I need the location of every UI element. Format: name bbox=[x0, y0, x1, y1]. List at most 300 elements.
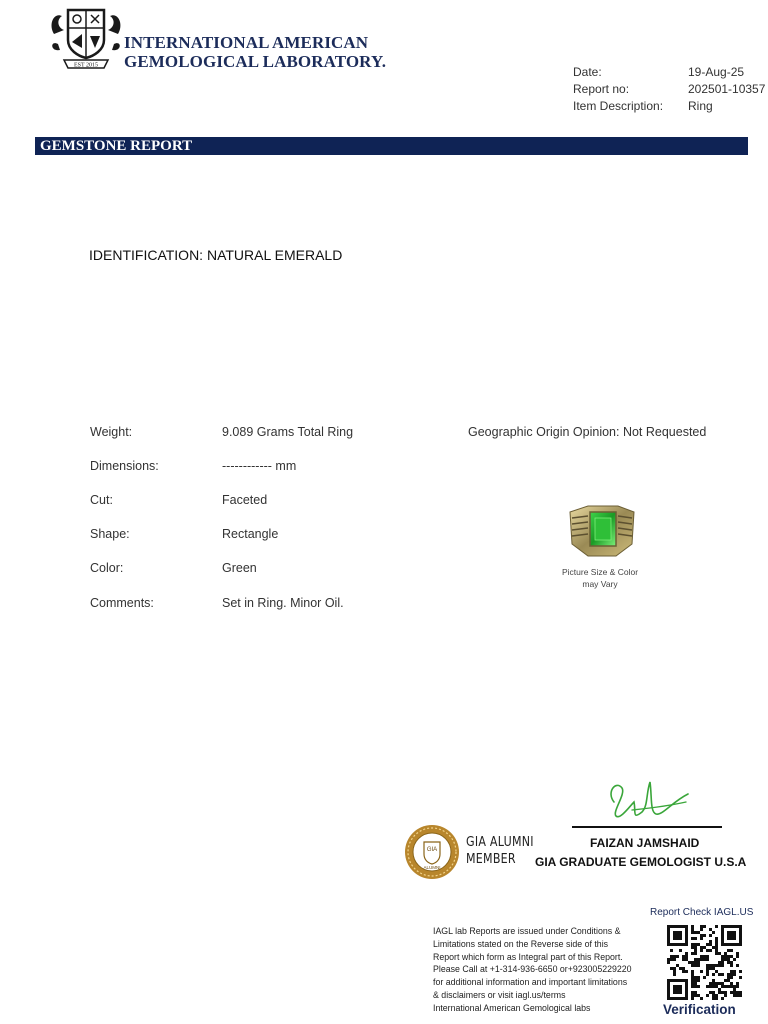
qr-module bbox=[721, 931, 724, 934]
qr-module bbox=[715, 946, 718, 949]
qr-module bbox=[706, 994, 709, 997]
identification: IDENTIFICATION: NATURAL EMERALD bbox=[89, 247, 343, 263]
qr-module bbox=[718, 988, 721, 991]
qr-module bbox=[700, 949, 703, 952]
qr-module bbox=[685, 937, 688, 940]
qr-module bbox=[676, 934, 679, 937]
qr-module bbox=[691, 979, 694, 982]
qr-module bbox=[676, 955, 679, 958]
qr-module bbox=[667, 928, 670, 931]
qr-module bbox=[721, 964, 724, 967]
qr-module bbox=[679, 967, 682, 970]
qr-module bbox=[709, 934, 712, 937]
qr-module bbox=[736, 994, 739, 997]
qr-module bbox=[691, 964, 694, 967]
qr-module bbox=[685, 940, 688, 943]
qr-module bbox=[688, 961, 691, 964]
qr-module bbox=[709, 964, 712, 967]
qr-module bbox=[739, 934, 742, 937]
qr-module bbox=[700, 928, 703, 931]
qr-module bbox=[706, 973, 709, 976]
qr-module bbox=[715, 994, 718, 997]
qr-module bbox=[712, 964, 715, 967]
comments-value: Set in Ring. Minor Oil. bbox=[222, 596, 344, 610]
qr-module bbox=[697, 979, 700, 982]
qr-module bbox=[667, 958, 670, 961]
color-label: Color: bbox=[90, 561, 124, 575]
qr-module bbox=[733, 991, 736, 994]
qr-module bbox=[724, 991, 727, 994]
qr-module bbox=[667, 940, 670, 943]
qr-module bbox=[736, 964, 739, 967]
qr-module bbox=[673, 955, 676, 958]
signer-title: GIA GRADUATE GEMOLOGIST U.S.A bbox=[535, 855, 747, 869]
qr-module bbox=[715, 940, 718, 943]
qr-module bbox=[694, 958, 697, 961]
dimensions-label: Dimensions: bbox=[90, 459, 159, 473]
qr-module bbox=[721, 982, 724, 985]
qr-module bbox=[685, 994, 688, 997]
qr-module bbox=[685, 931, 688, 934]
date-value: 19-Aug-25 bbox=[688, 65, 745, 79]
qr-module bbox=[700, 946, 703, 949]
qr-module bbox=[670, 979, 673, 982]
qr-module bbox=[682, 979, 685, 982]
qr-module bbox=[706, 955, 709, 958]
picture-caption-line-1: Picture Size & Color bbox=[561, 567, 639, 577]
qr-module bbox=[706, 958, 709, 961]
qr-module bbox=[694, 976, 697, 979]
qr-module bbox=[676, 931, 679, 934]
qr-module bbox=[739, 925, 742, 928]
disclaimer-line: Limitations stated on the Reverse side of this bbox=[433, 938, 609, 949]
qr-module bbox=[718, 952, 721, 955]
qr-module bbox=[667, 979, 670, 982]
qr-module bbox=[691, 976, 694, 979]
qr-module bbox=[673, 985, 676, 988]
qr-module bbox=[727, 976, 730, 979]
gia-alumni-seal-icon bbox=[404, 824, 460, 880]
qr-module bbox=[727, 937, 730, 940]
qr-module bbox=[667, 931, 670, 934]
picture-caption-line-2: may Vary bbox=[582, 579, 618, 589]
qr-module bbox=[667, 937, 670, 940]
qr-module bbox=[673, 988, 676, 991]
qr-module bbox=[715, 964, 718, 967]
report-number-label: Report no: bbox=[573, 82, 630, 96]
disclaimer-line: for additional information and important limitations bbox=[433, 977, 628, 988]
qr-module bbox=[727, 943, 730, 946]
qr-module bbox=[730, 964, 733, 967]
qr-module bbox=[700, 937, 703, 940]
qr-module bbox=[706, 970, 709, 973]
qr-module bbox=[709, 949, 712, 952]
qr-module bbox=[682, 970, 685, 973]
qr-module bbox=[697, 943, 700, 946]
qr-module bbox=[691, 973, 694, 976]
qr-module bbox=[736, 985, 739, 988]
qr-module bbox=[679, 949, 682, 952]
qr-module bbox=[697, 964, 700, 967]
qr-module bbox=[718, 964, 721, 967]
qr-module bbox=[679, 997, 682, 1000]
weight-value: 9.089 Grams Total Ring bbox=[222, 425, 354, 439]
qr-module bbox=[739, 928, 742, 931]
qr-module bbox=[694, 931, 697, 934]
qr-module bbox=[679, 943, 682, 946]
qr-module bbox=[667, 982, 670, 985]
disclaimer-line: International American Gemological labs bbox=[433, 1002, 591, 1013]
qr-module bbox=[730, 970, 733, 973]
qr-module bbox=[724, 952, 727, 955]
qr-module bbox=[691, 970, 694, 973]
qr-module bbox=[682, 958, 685, 961]
qr-module bbox=[715, 949, 718, 952]
report-check-link[interactable]: Report Check IAGL.US bbox=[650, 907, 754, 918]
qr-module bbox=[736, 955, 739, 958]
qr-module bbox=[721, 943, 724, 946]
qr-module bbox=[670, 958, 673, 961]
qr-module bbox=[709, 940, 712, 943]
qr-module bbox=[700, 970, 703, 973]
qr-module bbox=[691, 961, 694, 964]
qr-module bbox=[718, 961, 721, 964]
qr-module bbox=[694, 964, 697, 967]
qr-module bbox=[721, 997, 724, 1000]
qr-module bbox=[685, 925, 688, 928]
qr-module bbox=[739, 970, 742, 973]
qr-module bbox=[703, 958, 706, 961]
qr-module bbox=[679, 931, 682, 934]
qr-module bbox=[667, 934, 670, 937]
qr-module bbox=[676, 964, 679, 967]
qr-module bbox=[703, 934, 706, 937]
disclaimer bbox=[433, 925, 653, 1015]
qr-module bbox=[679, 991, 682, 994]
qr-module bbox=[673, 958, 676, 961]
qr-module bbox=[697, 976, 700, 979]
dimensions-value: ------------ mm bbox=[222, 459, 297, 473]
qr-module bbox=[724, 979, 727, 982]
qr-module bbox=[685, 991, 688, 994]
qr-module bbox=[733, 943, 736, 946]
qr-module bbox=[700, 934, 703, 937]
qr-module bbox=[736, 925, 739, 928]
qr-module bbox=[730, 991, 733, 994]
qr-module bbox=[673, 934, 676, 937]
qr-module bbox=[727, 925, 730, 928]
qr-module bbox=[727, 979, 730, 982]
qr-module bbox=[703, 925, 706, 928]
qr-module bbox=[673, 970, 676, 973]
qr-module bbox=[715, 925, 718, 928]
qr-module bbox=[694, 943, 697, 946]
qr-module bbox=[706, 949, 709, 952]
qr-module bbox=[706, 967, 709, 970]
qr-module bbox=[733, 973, 736, 976]
qr-module bbox=[691, 946, 694, 949]
qr-module bbox=[679, 979, 682, 982]
qr-module bbox=[730, 955, 733, 958]
qr-module bbox=[712, 982, 715, 985]
qr-module bbox=[739, 976, 742, 979]
qr-module bbox=[682, 955, 685, 958]
qr-module bbox=[697, 931, 700, 934]
qr-module bbox=[685, 979, 688, 982]
qr-module bbox=[691, 925, 694, 928]
qr-module bbox=[685, 943, 688, 946]
qr-module bbox=[685, 970, 688, 973]
qr-module bbox=[730, 973, 733, 976]
qr-module bbox=[712, 997, 715, 1000]
iagl-logo bbox=[48, 4, 124, 72]
qr-module bbox=[679, 937, 682, 940]
qr-module bbox=[697, 994, 700, 997]
qr-module bbox=[721, 934, 724, 937]
qr-module bbox=[721, 961, 724, 964]
qr-module bbox=[715, 985, 718, 988]
qr-module bbox=[700, 958, 703, 961]
qr-module bbox=[694, 949, 697, 952]
qr-module bbox=[673, 967, 676, 970]
qr-module bbox=[673, 925, 676, 928]
qr-module bbox=[676, 988, 679, 991]
qr-module bbox=[712, 946, 715, 949]
disclaimer-line: & disclaimers or visit iagl.us/terms bbox=[433, 989, 566, 1000]
qr-module bbox=[736, 991, 739, 994]
emerald-ring-image bbox=[566, 500, 638, 562]
report-number-value: 202501-10357 bbox=[688, 82, 766, 96]
org-name-line-2: GEMOLOGICAL LABORATORY. bbox=[124, 52, 387, 71]
qr-module bbox=[721, 985, 724, 988]
seal-text: GIA bbox=[426, 847, 438, 853]
qr-module bbox=[718, 991, 721, 994]
qr-module bbox=[730, 985, 733, 988]
date-label: Date: bbox=[573, 65, 602, 79]
qr-module bbox=[721, 958, 724, 961]
qr-module bbox=[703, 946, 706, 949]
qr-module bbox=[694, 985, 697, 988]
qr-module bbox=[685, 952, 688, 955]
qr-module bbox=[721, 955, 724, 958]
qr-module bbox=[727, 973, 730, 976]
gia-alumni-line-1: GIA ALUMNI bbox=[466, 834, 534, 850]
qr-module bbox=[673, 991, 676, 994]
qr-module bbox=[730, 976, 733, 979]
qr-module bbox=[667, 997, 670, 1000]
verification-qr-code[interactable] bbox=[667, 925, 742, 1000]
qr-module bbox=[694, 946, 697, 949]
qr-module bbox=[733, 937, 736, 940]
qr-module bbox=[691, 997, 694, 1000]
qr-module bbox=[736, 943, 739, 946]
qr-module bbox=[694, 952, 697, 955]
qr-module bbox=[727, 949, 730, 952]
qr-module bbox=[721, 928, 724, 931]
qr-module bbox=[670, 997, 673, 1000]
qr-module bbox=[667, 943, 670, 946]
qr-module bbox=[685, 985, 688, 988]
qr-module bbox=[727, 934, 730, 937]
qr-module bbox=[727, 985, 730, 988]
qr-module bbox=[724, 994, 727, 997]
qr-module bbox=[706, 943, 709, 946]
qr-module bbox=[691, 937, 694, 940]
disclaimer-line: Report which form as Integral part of this Report. bbox=[433, 951, 623, 962]
qr-module bbox=[709, 967, 712, 970]
qr-module bbox=[733, 958, 736, 961]
qr-module bbox=[700, 955, 703, 958]
qr-module bbox=[673, 997, 676, 1000]
qr-module bbox=[676, 937, 679, 940]
qr-module bbox=[697, 958, 700, 961]
qr-module bbox=[709, 985, 712, 988]
qr-module bbox=[679, 934, 682, 937]
picture-caption bbox=[548, 566, 652, 590]
qr-module bbox=[676, 943, 679, 946]
qr-module bbox=[673, 943, 676, 946]
qr-module bbox=[676, 925, 679, 928]
qr-module bbox=[730, 925, 733, 928]
qr-module bbox=[703, 976, 706, 979]
qr-module bbox=[691, 952, 694, 955]
qr-module bbox=[685, 982, 688, 985]
qr-module bbox=[667, 985, 670, 988]
report-title: GEMSTONE REPORT bbox=[40, 138, 193, 154]
qr-module bbox=[733, 925, 736, 928]
qr-module bbox=[694, 961, 697, 964]
qr-module bbox=[694, 982, 697, 985]
qr-module bbox=[736, 952, 739, 955]
qr-module bbox=[673, 973, 676, 976]
qr-module bbox=[685, 958, 688, 961]
qr-module bbox=[694, 979, 697, 982]
qr-module bbox=[691, 943, 694, 946]
qr-module bbox=[739, 943, 742, 946]
qr-module bbox=[676, 985, 679, 988]
qr-module bbox=[718, 982, 721, 985]
qr-module bbox=[691, 931, 694, 934]
qr-module bbox=[733, 934, 736, 937]
signature-line bbox=[572, 826, 722, 828]
qr-module bbox=[667, 991, 670, 994]
qr-module bbox=[691, 994, 694, 997]
qr-module bbox=[682, 967, 685, 970]
qr-module bbox=[685, 988, 688, 991]
qr-module bbox=[733, 985, 736, 988]
cut-value: Faceted bbox=[222, 493, 268, 507]
geographic-origin: Geographic Origin Opinion: Not Requested bbox=[468, 425, 707, 439]
qr-module bbox=[670, 925, 673, 928]
qr-module bbox=[739, 991, 742, 994]
qr-module bbox=[700, 925, 703, 928]
item-description-value: Ring bbox=[688, 99, 713, 113]
qr-module bbox=[739, 937, 742, 940]
qr-module bbox=[685, 955, 688, 958]
qr-module bbox=[730, 931, 733, 934]
qr-module bbox=[670, 967, 673, 970]
qr-module bbox=[724, 955, 727, 958]
signature bbox=[602, 772, 692, 824]
qr-module bbox=[670, 943, 673, 946]
qr-module bbox=[670, 955, 673, 958]
qr-module bbox=[682, 925, 685, 928]
qr-module bbox=[682, 997, 685, 1000]
qr-module bbox=[721, 973, 724, 976]
qr-module bbox=[715, 943, 718, 946]
qr-module bbox=[712, 979, 715, 982]
seal-subtext: ALUMNI bbox=[423, 865, 441, 870]
org-name-line-1: INTERNATIONAL AMERICAN bbox=[124, 33, 369, 52]
qr-module bbox=[721, 991, 724, 994]
qr-module bbox=[685, 928, 688, 931]
qr-module bbox=[691, 982, 694, 985]
qr-module bbox=[730, 937, 733, 940]
qr-module bbox=[724, 958, 727, 961]
qr-module bbox=[739, 994, 742, 997]
qr-module bbox=[700, 997, 703, 1000]
qr-module bbox=[730, 934, 733, 937]
qr-module bbox=[715, 970, 718, 973]
qr-module bbox=[727, 931, 730, 934]
qr-module bbox=[730, 982, 733, 985]
qr-module bbox=[694, 994, 697, 997]
qr-module bbox=[715, 997, 718, 1000]
qr-module bbox=[721, 925, 724, 928]
qr-module bbox=[712, 994, 715, 997]
qr-module bbox=[721, 937, 724, 940]
qr-module bbox=[727, 961, 730, 964]
qr-module bbox=[712, 973, 715, 976]
qr-module bbox=[697, 961, 700, 964]
logo-est-text: EST 2015 bbox=[73, 62, 99, 69]
shape-value: Rectangle bbox=[222, 527, 279, 541]
qr-module bbox=[712, 931, 715, 934]
qr-module bbox=[685, 997, 688, 1000]
qr-module bbox=[724, 985, 727, 988]
cut-label: Cut: bbox=[90, 493, 113, 507]
qr-module bbox=[733, 994, 736, 997]
qr-module bbox=[703, 955, 706, 958]
gia-alumni-line-2: MEMBER bbox=[466, 851, 516, 867]
qr-module bbox=[715, 952, 718, 955]
qr-module bbox=[709, 991, 712, 994]
qr-module bbox=[685, 934, 688, 937]
qr-module bbox=[733, 970, 736, 973]
qr-module bbox=[673, 937, 676, 940]
qr-module bbox=[739, 931, 742, 934]
shape-label: Shape: bbox=[90, 527, 130, 541]
qr-module bbox=[712, 967, 715, 970]
qr-module bbox=[715, 937, 718, 940]
qr-module bbox=[694, 937, 697, 940]
qr-module bbox=[730, 943, 733, 946]
signer-name: FAIZAN JAMSHAID bbox=[590, 836, 700, 850]
qr-module bbox=[730, 961, 733, 964]
qr-module bbox=[679, 988, 682, 991]
disclaimer-line: Please Call at +1-314-936-6650 or+923005229220 bbox=[433, 964, 632, 975]
comments-label: Comments: bbox=[90, 596, 154, 610]
color-value: Green bbox=[222, 561, 257, 575]
qr-module bbox=[676, 979, 679, 982]
qr-module bbox=[673, 931, 676, 934]
qr-module bbox=[724, 943, 727, 946]
qr-module bbox=[730, 949, 733, 952]
disclaimer-line: IAGL lab Reports are issued under Conditions & bbox=[433, 926, 621, 936]
qr-module bbox=[667, 925, 670, 928]
verification-label: Verification bbox=[663, 1002, 736, 1017]
qr-module bbox=[691, 928, 694, 931]
